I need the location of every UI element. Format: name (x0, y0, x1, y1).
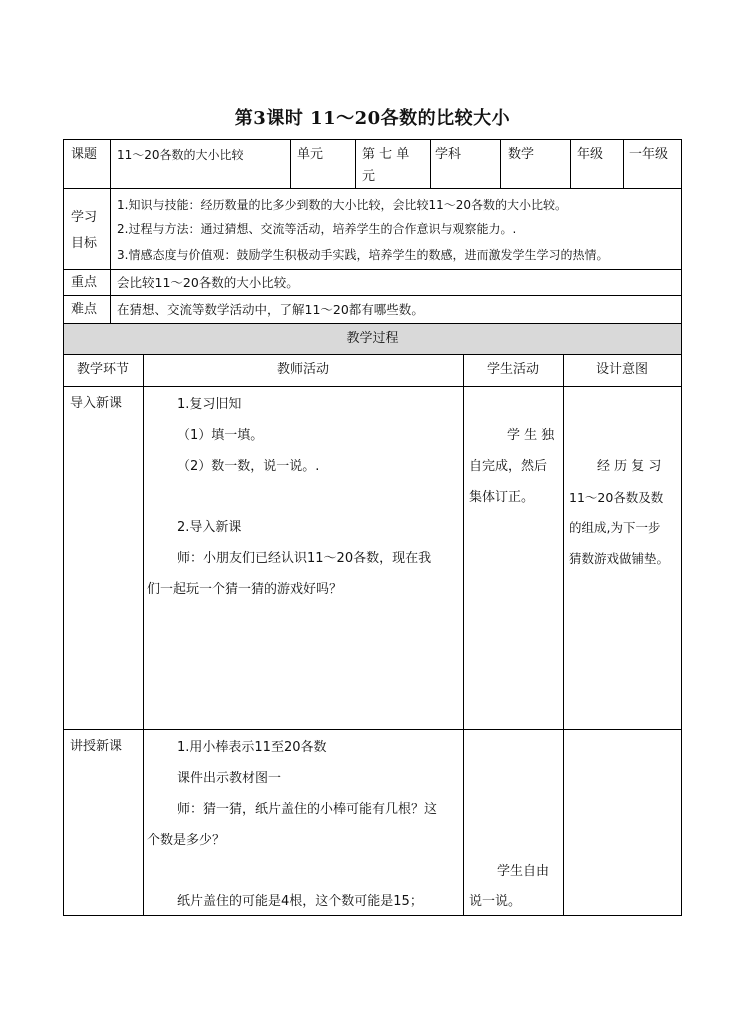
table-border-bottom (63, 915, 682, 916)
difficulty-value: 在猜想、交流等数学活动中，了解11～20都有哪些数。 (117, 302, 424, 317)
lesson-label: 课题 (71, 147, 98, 162)
col-divider (290, 139, 291, 189)
row-divider (63, 323, 682, 324)
student-line: 说一说。 (469, 894, 522, 909)
process-header: 教学过程 (346, 331, 399, 346)
key-point-value: 会比较11～20各数的大小比较。 (117, 275, 299, 290)
col-divider (463, 354, 464, 916)
teacher-line: 2.导入新课 (177, 520, 242, 535)
column-header-design: 设计意图 (595, 362, 648, 377)
row-divider (63, 354, 682, 355)
goal-item: 1.知识与技能：经历数量的比多少到数的大小比较，会比较11～20各数的大小比较。 (117, 198, 567, 212)
row-divider (63, 269, 682, 270)
teacher-line: （2）数一数，说一说。. (177, 459, 320, 474)
lesson-value: 11～20各数的大小比较 (117, 148, 244, 162)
key-point-label: 重点 (71, 275, 98, 290)
stage-intro: 导入新课 (70, 396, 123, 411)
col-divider (110, 139, 111, 324)
goal-item: 2.过程与方法：通过猜想、交流等活动，培养学生的合作意识与观察能力。. (117, 222, 517, 236)
row-divider (63, 295, 682, 296)
unit-label: 单元 (297, 147, 324, 162)
col-divider (563, 354, 564, 916)
design-line: 11～20各数及数 (569, 490, 664, 505)
grade-value: 一年级 (629, 147, 669, 162)
table-border-left (63, 139, 64, 916)
subject-label: 学科 (435, 147, 462, 162)
unit-value-line1: 第 七 单 (362, 147, 410, 162)
teacher-line: 们一起玩一个猜一猜的游戏好吗？ (147, 582, 343, 597)
goals-label-line2: 目标 (71, 236, 98, 251)
column-header-teacher: 教师活动 (276, 362, 329, 377)
col-divider (623, 139, 624, 189)
teacher-line: 课件出示教材图一 (177, 771, 282, 786)
col-divider (500, 139, 501, 189)
teacher-line: 师：小朋友们已经认识11～20各数，现在我 (177, 551, 432, 566)
design-line: 经 历 复 习 (597, 459, 662, 474)
difficulty-label: 难点 (71, 302, 98, 317)
table-border-top (63, 139, 682, 140)
col-divider (570, 139, 571, 189)
student-line: 学 生 独 (507, 428, 555, 443)
subject-value: 数学 (508, 147, 535, 162)
col-divider (430, 139, 431, 189)
teacher-line: 师：猜一猜，纸片盖住的小棒可能有几根？这 (177, 802, 438, 817)
design-line: 的组成,为下一步 (569, 520, 661, 535)
teacher-line: 纸片盖住的可能是4根，这个数可能是15； (177, 894, 423, 909)
grade-label: 年级 (577, 147, 604, 162)
table-border-right (681, 139, 682, 916)
column-header-stage: 教学环节 (76, 362, 129, 377)
stage-new-lesson: 讲授新课 (70, 739, 123, 754)
teacher-line: 1.复习旧知 (177, 397, 242, 412)
teacher-line: 个数是多少？ (147, 833, 226, 848)
col-divider (143, 354, 144, 916)
teacher-line: 1.用小棒表示11至20各数 (177, 740, 327, 755)
row-divider (63, 386, 682, 387)
student-line: 集体订正。 (469, 490, 535, 505)
unit-value-line2: 元 (362, 169, 376, 184)
row-divider (63, 188, 682, 189)
page-title: 第3课时 11～20各数的比较大小 (234, 108, 511, 129)
col-divider (355, 139, 356, 189)
goals-label-line1: 学习 (71, 210, 98, 225)
column-header-student: 学生活动 (486, 362, 539, 377)
row-divider (63, 729, 682, 730)
student-line: 自完成，然后 (469, 459, 548, 474)
student-line: 学生自由 (497, 864, 550, 879)
teacher-line: （1）填一填。 (177, 428, 264, 443)
design-line: 猜数游戏做铺垫。 (569, 551, 670, 566)
goal-item: 3.情感态度与价值观：鼓励学生积极动手实践，培养学生的数感，进而激发学生学习的热情。 (117, 248, 609, 262)
